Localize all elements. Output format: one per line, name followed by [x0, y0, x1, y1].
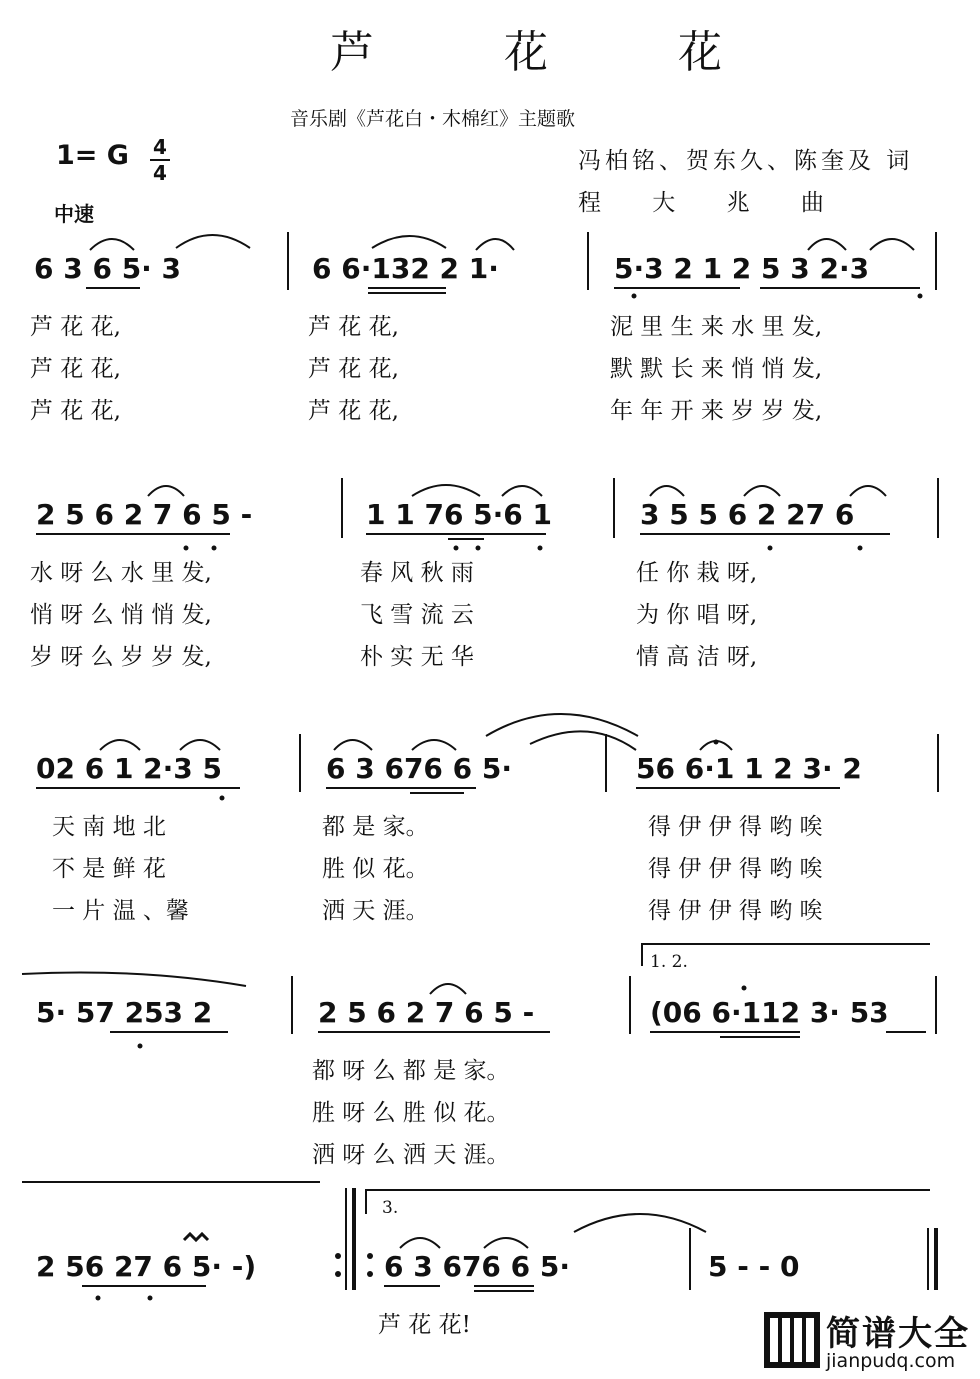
repeat-dot — [367, 1271, 373, 1277]
slur — [176, 235, 250, 248]
lyric-l5: 芦 花 花! — [378, 1312, 471, 1338]
time-sig-bottom: 4 — [153, 161, 167, 185]
lyric-l3-v1-c: 得 伊 伊 得 哟 唉 — [648, 814, 823, 840]
notes-line5-bar3: 5 - - 0 — [708, 1250, 800, 1283]
watermark-url: jianpudq.com — [826, 1350, 956, 1372]
subtitle: 音乐剧《芦花白・木棉红》主题歌 — [290, 108, 576, 130]
lyric-l1-v2-b: 芦 花 花, — [308, 356, 399, 382]
watermark-title: 简谱大全 — [826, 1314, 970, 1354]
slur — [850, 486, 886, 496]
lyric-l2-v1-a: 水 呀 么 水 里 发, — [30, 560, 212, 586]
notes-line1-bar2: 6 6·132 2 1· — [312, 252, 499, 285]
lyric-l1-v3-c: 年 年 开 来 岁 岁 发, — [610, 398, 823, 424]
slur — [372, 236, 446, 248]
slur — [412, 740, 456, 750]
lyric-l3-v3-b: 洒 天 涯。 — [322, 898, 429, 924]
key-signature: 1= G — [56, 140, 129, 171]
notes-line5-bar2: 6 3 676 6 5· — [384, 1250, 571, 1283]
slur — [412, 485, 480, 496]
slur — [476, 239, 514, 250]
lyric-l3-v2-a: 不 是 鲜 花 — [52, 856, 166, 882]
lyric-l1-v1-b: 芦 花 花, — [308, 314, 399, 340]
slur — [334, 740, 372, 750]
notes-line4-bar2: 2 5 6 2 7 6 5 - — [318, 996, 535, 1029]
song-title: 芦 花 花 — [330, 27, 780, 78]
lyric-l3-v3-a: 一 片 温 、馨 — [52, 898, 189, 924]
lyric-l3-v1-b: 都 是 家。 — [322, 814, 429, 840]
slur — [484, 1238, 528, 1248]
lyric-l1-v3-b: 芦 花 花, — [308, 398, 399, 424]
lyric-l3-v2-b: 胜 似 花。 — [322, 856, 429, 882]
notes-line3-bar2: 6 3 676 6 5· — [326, 752, 513, 785]
notes-line4-bar1: 5· 57 253 2 — [36, 996, 213, 1029]
slur — [870, 239, 914, 250]
lyric-l1-v3-a: 芦 花 花, — [30, 398, 121, 424]
repeat-dot — [367, 1253, 373, 1259]
lyric-l3-v2-c: 得 伊 伊 得 哟 唉 — [648, 856, 823, 882]
slur — [400, 1238, 440, 1248]
volta-bracket — [642, 944, 930, 966]
slur — [148, 486, 184, 496]
lyric-l2-v3-a: 岁 呀 么 岁 岁 发, — [30, 644, 212, 670]
volta-1-2: 1. 2. — [650, 952, 688, 972]
notes-line4-bar3: (06 6·112 3· 53 — [650, 996, 889, 1029]
slur — [530, 731, 636, 750]
lyric-l2-v1-b: 春 风 秋 雨 — [360, 560, 474, 586]
notes-line2-bar1: 2 5 6 2 7 6 5 - — [36, 498, 253, 531]
volta-3: 3. — [382, 1198, 399, 1218]
lyric-l4-v2: 胜 呀 么 胜 似 花。 — [312, 1100, 510, 1126]
notes-line2-bar3: 3 5 5 6 2 27 6 — [640, 498, 855, 531]
slur — [744, 486, 780, 496]
volta-bracket — [366, 1190, 930, 1214]
slur — [430, 984, 466, 994]
lyric-l2-v1-c: 任 你 栽 呀, — [636, 560, 758, 586]
slur — [808, 239, 846, 250]
lyric-l2-v3-c: 情 高 洁 呀, — [636, 644, 758, 670]
slur — [650, 486, 684, 496]
slur — [502, 486, 542, 496]
slur — [22, 973, 246, 987]
slur — [90, 239, 134, 250]
lyric-l2-v2-b: 飞 雪 流 云 — [360, 602, 474, 628]
lyric-l2-v2-a: 悄 呀 么 悄 悄 发, — [30, 602, 212, 628]
lyric-l1-v2-c: 默 默 长 来 悄 悄 发, — [610, 356, 823, 382]
slur — [574, 1214, 706, 1232]
slur — [180, 740, 220, 750]
composer-credit: 程 大 兆 曲 — [578, 190, 846, 216]
repeat-dot — [335, 1253, 341, 1259]
notes-line3-bar1: 02 6 1 2·3 5 — [36, 752, 223, 785]
mordent-ornament — [184, 1234, 208, 1240]
lyricist-credit: 冯柏铭、贺东久、陈奎及 词 — [578, 148, 914, 174]
lyric-l3-v1-a: 天 南 地 北 — [52, 814, 166, 840]
lyric-l2-v2-c: 为 你 唱 呀, — [636, 602, 758, 628]
tempo-marking: 中速 — [54, 202, 94, 226]
notes-line5-bar1: 2 56 27 6 5· -) — [36, 1250, 257, 1283]
lyric-l1-v2-a: 芦 花 花, — [30, 356, 121, 382]
repeat-dot — [335, 1271, 341, 1277]
lyric-l1-v1-c: 泥 里 生 来 水 里 发, — [610, 314, 823, 340]
notes-line1-bar3: 5·3 2 1 2 5 3 2·3 — [614, 252, 870, 285]
slur — [100, 740, 140, 750]
lyric-l3-v3-c: 得 伊 伊 得 哟 唉 — [648, 898, 823, 924]
lyric-l2-v3-b: 朴 实 无 华 — [360, 644, 474, 670]
lyric-l1-v1-a: 芦 花 花, — [30, 314, 121, 340]
notes-line2-bar2: 1 1 76 5·6 1 — [366, 498, 553, 531]
notes-line3-bar3: 56 6·1 1 2 3· 2 — [636, 752, 862, 785]
time-sig-top: 4 — [153, 135, 167, 159]
lyric-l4-v3: 洒 呀 么 洒 天 涯。 — [312, 1142, 510, 1168]
lyric-l4-v1: 都 呀 么 都 是 家。 — [312, 1058, 510, 1084]
notes-line1-bar1: 6 3 6 5· 3 — [34, 252, 182, 285]
